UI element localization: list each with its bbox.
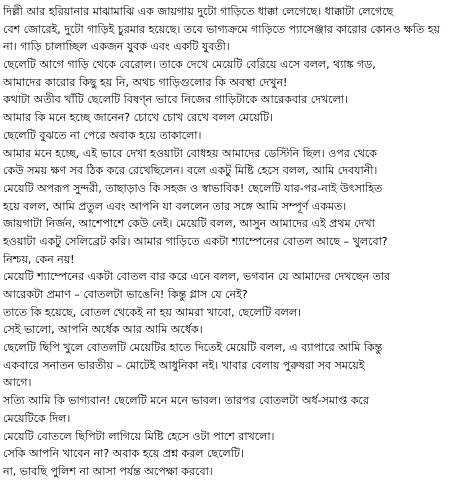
text-line: না, ভাবছি পুলিশ না আসা পর্যন্ত অপেক্ষা করবো। (3, 464, 213, 478)
text-line: মেয়েটি বোতলে ছিপিটা লাগিয়ে মিষ্টি হেসে ওটা পাশে রাখলো। (3, 429, 275, 443)
text-line: আমার কি মনে হচ্ছে জানেন? চোখে চোখ রেখে বলল মেয়েটি। (3, 111, 273, 125)
text-line: বেশ জোরেই, দুটো গাড়িই চুরমার হয়েছে। তবে ভাগ্যক্রমে গাড়িতে প্যাসেঞ্জার কারোর কোনও ক্ষতি হয় (3, 22, 441, 36)
text-line: সেকি আপনি খাবেন না? অবাক হয়ে প্রশ্ন করল ছেলেটি। (3, 447, 244, 461)
text-line: দিল্লী আর হরিয়ানার মাঝামাঝি এক জায়গায় দুটো গাড়িতে ধাক্কা লেগেছে। ধাক্কাটা লেগেছে (3, 5, 394, 18)
text-line: হয়ে বলল, আমি প্রতুল এবং আপনি যা বললেন তার সঙ্গে আমি সম্পূর্ণ একমত। (3, 199, 347, 213)
text-line: আগে। (3, 376, 32, 390)
text-line: মেয়েটি অপরূপ সুন্দরী, তাছাড়াও কি সহজ ও স্বাভাবিক! ছেলেটি যার-পর-নাই উৎসাহিত (3, 181, 383, 195)
text-line: কথাটা অতীব খাঁটি ছেলেটি বিষণ্ন ভাবে নিজের গাড়িটাকে আরেকবার দেখলো। (3, 93, 348, 107)
text-line: আমাদের কারোর কিছু হয় নি, অথচ গাড়িগুলোর কি অবস্থা দেখুন! (3, 75, 288, 89)
text-line: ছেলেটি ছিপি খুলে বোতলটি মেয়েটির হাতে দিতেই মেয়েটি বলল, এ ব্যাপারে আমি কিন্তু (3, 341, 383, 355)
text-line: আরেকটা প্রমাণ – বোতলটা ভাঙেনি! কিন্তু গ্লাস যে নেই? (3, 288, 248, 301)
story-text (3, 3, 469, 481)
text-line: ছেলেটি আগে গাড়ি থেকে বেরোল। তাকে দেখে মেয়েটি বেরিয়ে এসে বলল, থ্যাঙ্ক গড, (3, 58, 376, 72)
text-line: সেই ভালো, আপনি অর্ধেক আর আমি অর্ধেক। (3, 323, 203, 337)
text-line: একবারে সনাতন ভারতীয় – মোটেই আধুনিকা নই। খাবার বেলায় পুরুষরা সব সময়েই (3, 358, 365, 372)
text-line: ছেলেটি বুঝতে না পেরে অবাক হয়ে তাকালো। (3, 128, 202, 142)
text-line: আমার মনে হচ্ছে, এই ভাবে দেখা হওয়াটা বোধহয় আমাদের ডেস্টিনি ছিল। ওপর থেকে (3, 146, 377, 160)
text-line: কেউ সময় ক্ষণ সব ঠিক করে রেখেছিলেন। বলে একটু মিষ্টি হেসে বলল, আমি দেবযানী। (3, 164, 378, 178)
text-line: না। গাড়ি চালাচ্ছিল একজন যুবক এবং একটি যুবতী। (3, 40, 230, 54)
text-line: নিশ্চয়, কেন নয়! (3, 252, 75, 266)
text-line: তাতে কি হয়েছে, বোতল থেকেই না হয় আমরা খাবো, ছেলেটি বলল। (3, 305, 302, 319)
text-line: মেয়েটি শ্যাম্পেনের একটা বোতল বার করে এনে বলল, ভগবান যে আমাদের দেখছেন তার (3, 270, 391, 284)
text-line: হওয়াটা একটু সেলিব্রেট করি। আমার গাড়িতে একটা শ্যাম্পেনের বোতল আছে – খুলবো? (3, 234, 388, 248)
text-line: মেয়েটিকে দিল। (3, 411, 71, 425)
text-line: জায়গাটা নির্জন, আশেপাশে কেউ নেই। মেয়েটি বলল, আসুন আমাদের এই প্রথম দেখা (3, 217, 375, 231)
text-line: সত্যি আমি কি ভাগ্যবান! ছেলেটি মনে মনে ভাবল। তারপর বোতলটা অর্ধ-সমাপ্ত করে (3, 394, 369, 408)
